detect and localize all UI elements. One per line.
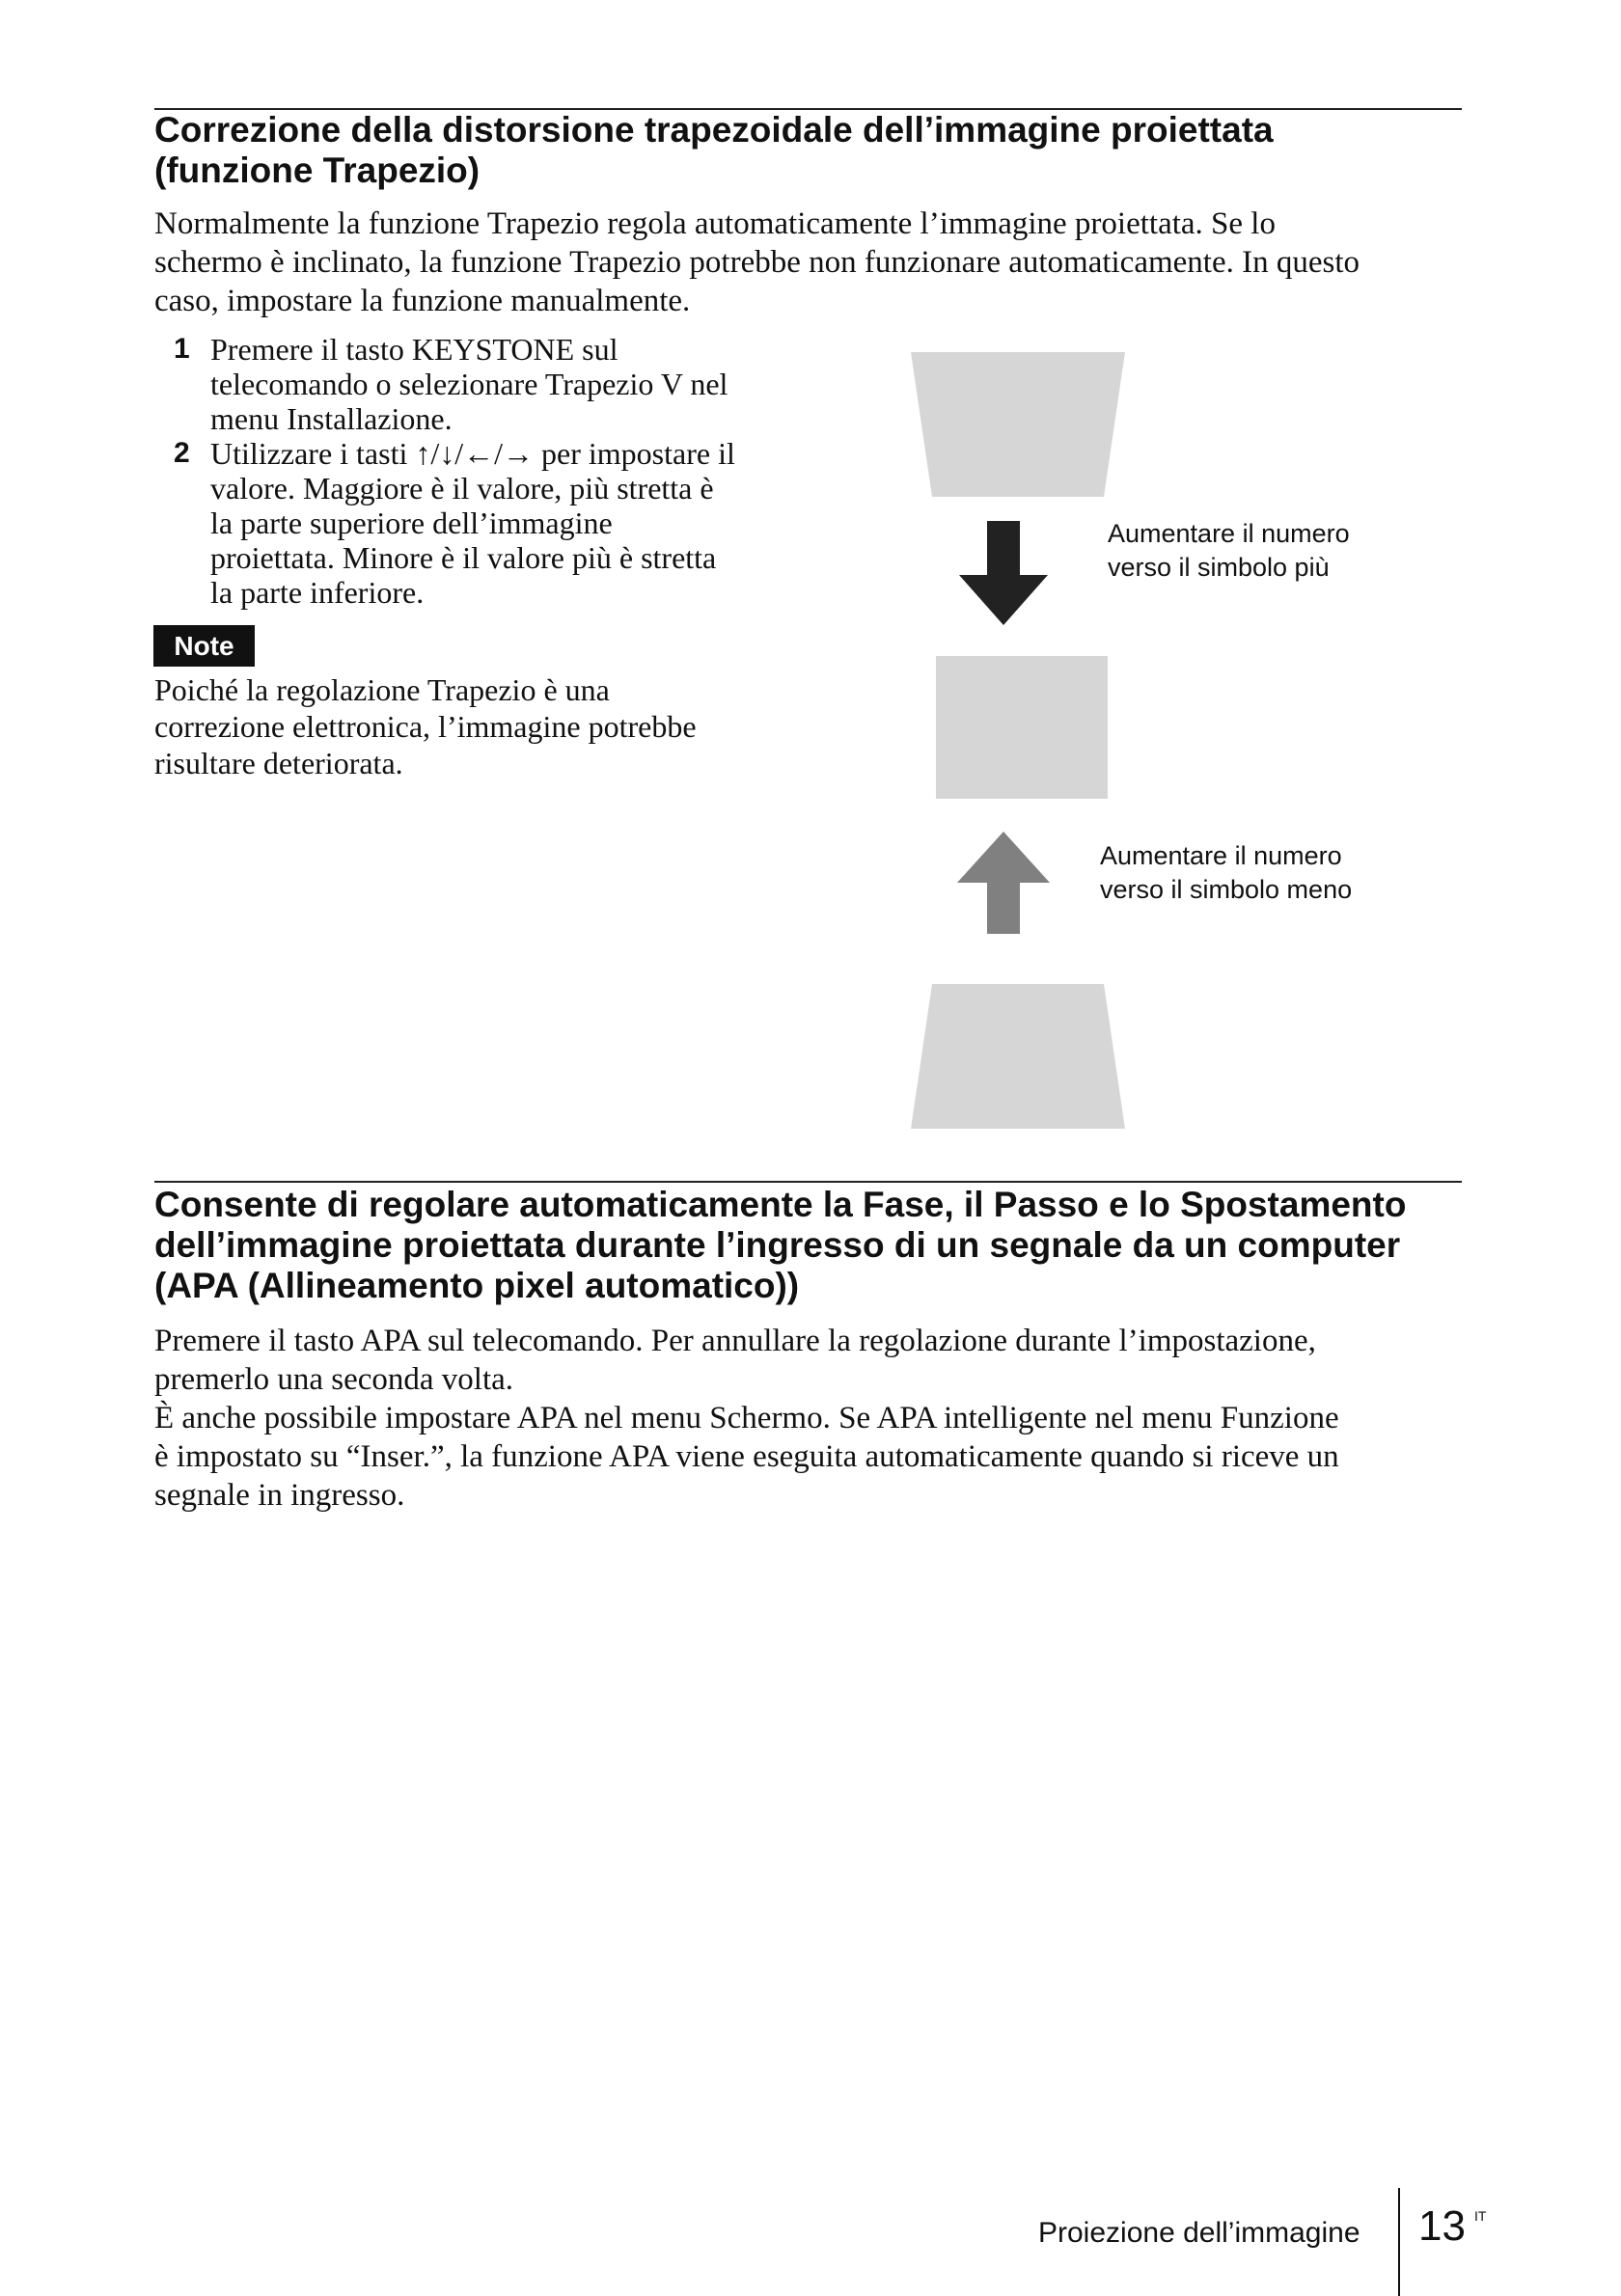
arrow-down-icon xyxy=(959,521,1048,625)
body-line: È anche possibile impostare APA nel menu Schermo. Se APA intelligente nel menu Funzione xyxy=(154,1401,1339,1435)
step-line: la parte inferiore. xyxy=(210,575,425,610)
keystone-intro xyxy=(154,205,1467,320)
caption-line: verso il simbolo più xyxy=(1108,553,1330,582)
section-rule-apa xyxy=(154,1181,1462,1183)
caption-plus xyxy=(1108,517,1350,585)
title-line: Consente di regolare automaticamente la Fase, il Passo e lo Spostamento xyxy=(154,1185,1407,1224)
intro-line: caso, impostare la funzione manualmente. xyxy=(154,284,691,318)
body-line: è impostato su “Inser.”, la funzione APA viene eseguita automaticamente quando si riceve un xyxy=(154,1439,1339,1474)
intro-line: Normalmente la funzione Trapezio regola automaticamente l’immagine proiettata. Se lo xyxy=(154,206,1276,241)
apa-body xyxy=(154,1322,1467,1515)
body-line: premerlo una seconda volta. xyxy=(154,1362,514,1397)
note-line: Poiché la regolazione Trapezio è una xyxy=(154,672,610,707)
note-line: risultare deteriorata. xyxy=(154,746,403,780)
step-line: Premere il tasto KEYSTONE sul xyxy=(210,332,618,367)
keystone-wide-bottom-shape xyxy=(911,984,1125,1129)
title-line: Correzione della distorsione trapezoidale dell’immagine proiettata xyxy=(154,110,1274,150)
footer-section-name: Proiezione dell’immagine xyxy=(1038,2217,1360,2249)
step-line: telecomando o selezionare Trapezio V nel xyxy=(210,367,728,401)
body-line: Premere il tasto APA sul telecomando. Per annullare la regolazione durante l’impostazione, xyxy=(154,1324,1316,1358)
page-language-code: IT xyxy=(1474,2208,1487,2224)
step-text xyxy=(210,436,799,610)
intro-line: schermo è inclinato, la funzione Trapezio potrebbe non funzionare automaticamente. In questo xyxy=(154,245,1360,280)
section-title-apa xyxy=(154,1185,1467,1306)
note-badge: Note xyxy=(153,625,255,667)
step-line: proiettata. Minore è il valore più è stretta xyxy=(210,540,717,575)
title-line: (funzione Trapezio) xyxy=(154,150,481,190)
keystone-diagram xyxy=(897,347,1158,1148)
footer-divider xyxy=(1398,2188,1400,2296)
step-line: valore. Maggiore è il valore, più stretta è xyxy=(210,471,714,506)
step-1 xyxy=(174,332,791,438)
keystone-wide-top-shape xyxy=(911,352,1125,497)
step-2 xyxy=(174,436,791,612)
step-number: 2 xyxy=(174,437,190,469)
note-text xyxy=(154,671,772,781)
step-line: la parte superiore dell’immagine xyxy=(210,506,613,540)
title-line: dell’immagine proiettata durante l’ingresso di un segnale da un computer xyxy=(154,1225,1401,1265)
page-number: 13 xyxy=(1418,2202,1466,2250)
step-text xyxy=(210,332,799,436)
arrow-up-icon xyxy=(957,832,1050,934)
caption-minus xyxy=(1100,839,1352,907)
section-title-keystone xyxy=(154,110,1467,191)
caption-line: Aumentare il numero xyxy=(1108,519,1350,548)
step-number: 1 xyxy=(174,333,190,365)
caption-line: Aumentare il numero xyxy=(1100,841,1342,870)
step-line: menu Installazione. xyxy=(210,401,453,436)
caption-line: verso il simbolo meno xyxy=(1100,875,1353,904)
title-line: (APA (Allineamento pixel automatico)) xyxy=(154,1266,800,1305)
body-line: segnale in ingresso. xyxy=(154,1478,405,1513)
step-line: Utilizzare i tasti ↑/↓/←/→ per impostare il xyxy=(210,436,735,471)
keystone-corrected-shape xyxy=(936,656,1108,799)
note-line: correzione elettronica, l’immagine potrebbe xyxy=(154,709,697,744)
